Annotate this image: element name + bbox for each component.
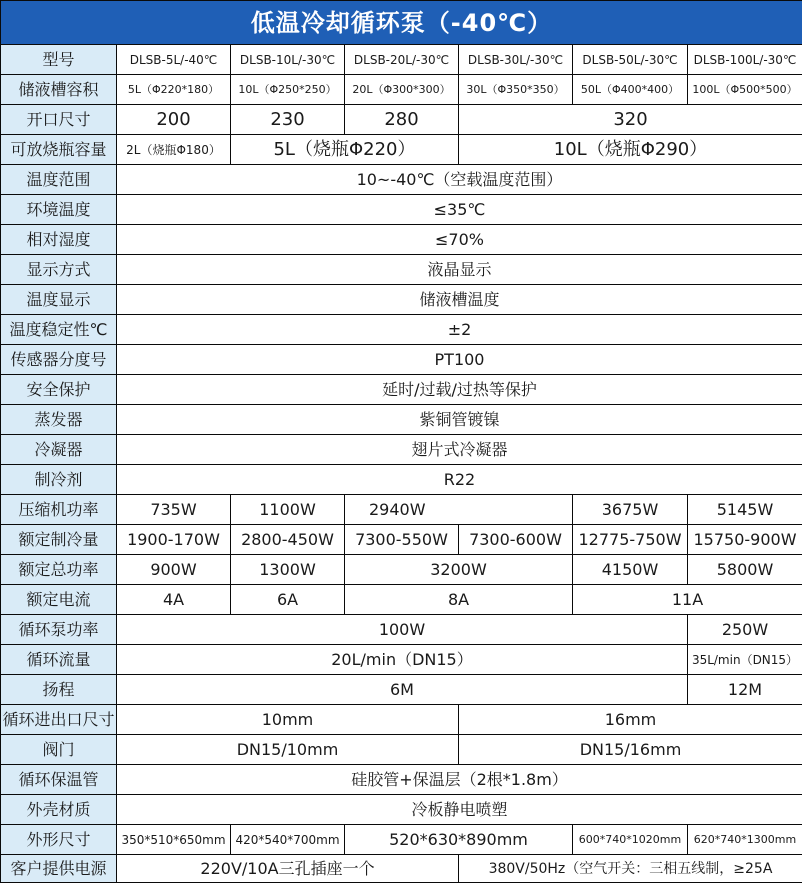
rated-current-cell: 4A <box>117 585 231 615</box>
model-cell: DLSB-100L/-30℃ <box>688 45 802 75</box>
row-tank-volume <box>1 75 802 105</box>
humidity-value: ≤70% <box>117 225 802 255</box>
total-power-cell: 5800W <box>688 555 802 585</box>
cooling-capacity-cell: 15750-900W <box>688 525 802 555</box>
table-title: 低温冷却循环泵（-40℃） <box>1 1 802 45</box>
cooling-capacity-cell: 12775-750W <box>573 525 688 555</box>
row-insulation-hose <box>1 765 802 795</box>
row-flask-capacity <box>1 135 802 165</box>
tank-volume-cell: 10L（Φ250*250） <box>231 75 345 105</box>
tank-volume-cell: 30L（Φ350*350） <box>459 75 573 105</box>
power-supply-cell: 220V/10A三孔插座一个 <box>117 855 459 883</box>
row-model <box>1 45 802 75</box>
temp-stability-value: ±2 <box>117 315 802 345</box>
compressor-power-cell: 1100W <box>231 495 345 525</box>
row-opening-size <box>1 105 802 135</box>
label-dimensions: 外形尺寸 <box>1 825 117 855</box>
row-temp-stability <box>1 315 802 345</box>
evaporator-value: 紫铜管镀镍 <box>117 405 802 435</box>
tank-volume-cell: 100L（Φ500*500） <box>688 75 802 105</box>
temp-display-value: 储液槽温度 <box>117 285 802 315</box>
row-total-power <box>1 555 802 585</box>
row-rated-current <box>1 585 802 615</box>
label-rated-current: 额定电流 <box>1 585 117 615</box>
opening-size-cell: 230 <box>231 105 345 135</box>
ambient-temp-value: ≤35℃ <box>117 195 802 225</box>
port-size-cell: 10mm <box>117 705 459 735</box>
label-condenser: 冷凝器 <box>1 435 117 465</box>
model-cell: DLSB-50L/-30℃ <box>573 45 688 75</box>
total-power-cell: 3200W <box>345 555 573 585</box>
model-cell: DLSB-20L/-30℃ <box>345 45 459 75</box>
row-head <box>1 675 802 705</box>
dimensions-cell: 520*630*890mm <box>345 825 573 855</box>
rated-current-cell: 8A <box>345 585 573 615</box>
label-total-power: 额定总功率 <box>1 555 117 585</box>
total-power-cell: 900W <box>117 555 231 585</box>
rated-current-cell: 6A <box>231 585 345 615</box>
label-temp-stability: 温度稳定性℃ <box>1 315 117 345</box>
label-flow-rate: 循环流量 <box>1 645 117 675</box>
row-display-mode <box>1 255 802 285</box>
port-size-cell: 16mm <box>459 705 802 735</box>
row-safety <box>1 375 802 405</box>
tank-volume-cell: 50L（Φ400*400） <box>573 75 688 105</box>
total-power-cell: 1300W <box>231 555 345 585</box>
label-head: 扬程 <box>1 675 117 705</box>
opening-size-cell: 320 <box>459 105 802 135</box>
row-pump-power <box>1 615 802 645</box>
title-row <box>1 1 802 45</box>
compressor-power-cell: 5145W <box>688 495 802 525</box>
valve-cell: DN15/10mm <box>117 735 459 765</box>
safety-value: 延时/过载/过热等保护 <box>117 375 802 405</box>
row-sensor <box>1 345 802 375</box>
label-pump-power: 循环泵功率 <box>1 615 117 645</box>
label-sensor: 传感器分度号 <box>1 345 117 375</box>
dimensions-cell: 350*510*650mm <box>117 825 231 855</box>
sensor-value: PT100 <box>117 345 802 375</box>
flow-rate-cell: 20L/min（DN15） <box>117 645 688 675</box>
flask-capacity-cell: 5L（烧瓶Φ220） <box>231 135 459 165</box>
label-opening-size: 开口尺寸 <box>1 105 117 135</box>
flask-capacity-cell: 10L（烧瓶Φ290） <box>459 135 802 165</box>
row-ambient-temp <box>1 195 802 225</box>
insulation-hose-value: 硅胶管+保温层（2根*1.8m） <box>117 765 802 795</box>
label-insulation-hose: 循环保温管 <box>1 765 117 795</box>
model-cell: DLSB-30L/-30℃ <box>459 45 573 75</box>
opening-size-cell: 200 <box>117 105 231 135</box>
row-port-size <box>1 705 802 735</box>
label-port-size: 循环进出口尺寸 <box>1 705 117 735</box>
total-power-cell: 4150W <box>573 555 688 585</box>
label-temp-display: 温度显示 <box>1 285 117 315</box>
cooling-capacity-cell: 7300-550W <box>345 525 459 555</box>
label-compressor-power: 压缩机功率 <box>1 495 117 525</box>
power-supply-cell: 380V/50Hz（空气开关：三相五线制，≥25A <box>459 855 802 883</box>
tank-volume-cell: 20L（Φ300*300） <box>345 75 459 105</box>
row-temp-display <box>1 285 802 315</box>
label-display-mode: 显示方式 <box>1 255 117 285</box>
cooling-capacity-cell: 7300-600W <box>459 525 573 555</box>
label-evaporator: 蒸发器 <box>1 405 117 435</box>
head-cell: 6M <box>117 675 688 705</box>
condenser-value: 翅片式冷凝器 <box>117 435 802 465</box>
row-temp-range <box>1 165 802 195</box>
refrigerant-value: R22 <box>117 465 802 495</box>
display-mode-value: 液晶显示 <box>117 255 802 285</box>
row-condenser <box>1 435 802 465</box>
dimensions-cell: 620*740*1300mm <box>688 825 802 855</box>
row-refrigerant <box>1 465 802 495</box>
row-valve <box>1 735 802 765</box>
label-safety: 安全保护 <box>1 375 117 405</box>
dimensions-cell: 600*740*1020mm <box>573 825 688 855</box>
label-model: 型号 <box>1 45 117 75</box>
opening-size-cell: 280 <box>345 105 459 135</box>
model-cell: DLSB-5L/-40℃ <box>117 45 231 75</box>
label-shell-material: 外壳材质 <box>1 795 117 825</box>
pump-power-cell: 250W <box>688 615 802 645</box>
cooling-capacity-cell: 2800-450W <box>231 525 345 555</box>
label-tank-volume: 储液槽容积 <box>1 75 117 105</box>
row-power-supply <box>1 855 802 883</box>
tank-volume-cell: 5L（Φ220*180） <box>117 75 231 105</box>
row-humidity <box>1 225 802 255</box>
valve-cell: DN15/16mm <box>459 735 802 765</box>
rated-current-cell: 11A <box>573 585 802 615</box>
label-cooling-capacity: 额定制冷量 <box>1 525 117 555</box>
label-ambient-temp: 环境温度 <box>1 195 117 225</box>
shell-material-value: 冷板静电喷塑 <box>117 795 802 825</box>
dimensions-cell: 420*540*700mm <box>231 825 345 855</box>
temp-range-value: 10~-40℃（空载温度范围） <box>117 165 802 195</box>
label-temp-range: 温度范围 <box>1 165 117 195</box>
model-cell: DLSB-10L/-30℃ <box>231 45 345 75</box>
row-cooling-capacity <box>1 525 802 555</box>
pump-power-cell: 100W <box>117 615 688 645</box>
compressor-power-cell: 735W <box>117 495 231 525</box>
flask-capacity-cell: 2L（烧瓶Φ180） <box>117 135 231 165</box>
cooling-capacity-cell: 1900-170W <box>117 525 231 555</box>
row-flow-rate <box>1 645 802 675</box>
head-cell: 12M <box>688 675 802 705</box>
row-evaporator <box>1 405 802 435</box>
label-refrigerant: 制冷剂 <box>1 465 117 495</box>
compressor-power-cell: 2940W <box>345 495 573 525</box>
label-humidity: 相对湿度 <box>1 225 117 255</box>
flow-rate-cell: 35L/min（DN15） <box>688 645 802 675</box>
label-power-supply: 客户提供电源 <box>1 855 117 883</box>
row-dimensions <box>1 825 802 855</box>
row-compressor-power <box>1 495 802 525</box>
compressor-power-cell: 3675W <box>573 495 688 525</box>
label-valve: 阀门 <box>1 735 117 765</box>
label-flask-capacity: 可放烧瓶容量 <box>1 135 117 165</box>
row-shell-material <box>1 795 802 825</box>
